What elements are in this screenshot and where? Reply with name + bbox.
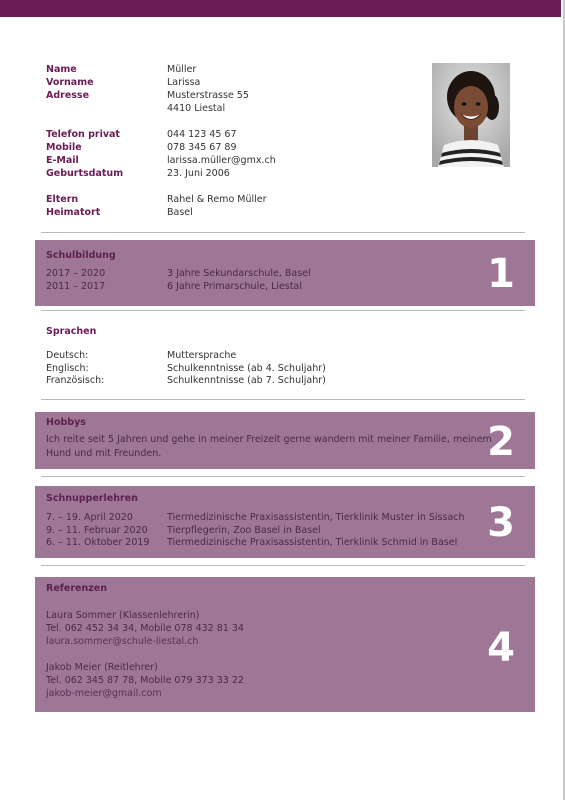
divider bbox=[41, 399, 525, 400]
profile-photo bbox=[432, 63, 510, 167]
level: Schulkenntnisse (ab 7. Schuljahr) bbox=[167, 375, 326, 386]
period: 2011 – 2017 bbox=[46, 280, 106, 292]
section-title: Hobbys bbox=[46, 417, 86, 428]
section-number: 4 bbox=[487, 625, 515, 671]
info-value: 23. Juni 2006 bbox=[167, 168, 230, 179]
list-item bbox=[46, 350, 486, 363]
reference-name: Laura Sommer (Klassenlehrerin) bbox=[46, 610, 200, 621]
list-item bbox=[46, 268, 311, 281]
info-value: 078 345 67 89 bbox=[167, 142, 237, 153]
list-item bbox=[46, 375, 486, 388]
period: 9. – 11. Februar 2020 bbox=[46, 524, 148, 536]
personal-info bbox=[46, 63, 406, 219]
info-row-vorname bbox=[46, 76, 406, 89]
section-number: 1 bbox=[487, 251, 515, 297]
section-sprachen bbox=[46, 326, 486, 388]
description: Tiermedizinische Praxisassistentin, Tierklinik Muster in Sissach bbox=[167, 512, 465, 523]
info-value: Rahel & Remo Müller bbox=[167, 194, 267, 205]
info-row-adresse bbox=[46, 89, 406, 102]
divider bbox=[41, 232, 525, 233]
info-label: Telefon privat bbox=[46, 129, 120, 140]
section-number: 2 bbox=[487, 419, 515, 465]
section-schulbildung bbox=[35, 240, 535, 306]
info-value: Musterstrasse 55 bbox=[167, 90, 249, 101]
section-referenzen bbox=[35, 577, 535, 712]
info-label: Adresse bbox=[46, 90, 90, 101]
list-item bbox=[46, 525, 465, 538]
language: Englisch: bbox=[46, 362, 89, 374]
period: 2017 – 2020 bbox=[46, 268, 106, 279]
reference-name: Jakob Meier (Reitlehrer) bbox=[46, 662, 158, 673]
divider bbox=[41, 310, 525, 311]
description: Tierpflegerin, Zoo Basel in Basel bbox=[167, 524, 321, 536]
info-value: 044 123 45 67 bbox=[167, 129, 237, 140]
section-title: Sprachen bbox=[46, 326, 97, 337]
references-list bbox=[46, 609, 244, 700]
info-label bbox=[46, 102, 167, 115]
info-label: Heimatort bbox=[46, 207, 101, 218]
list-item bbox=[46, 281, 311, 294]
reference-email[interactable]: laura.sommer@schule-liestal.ch bbox=[46, 636, 199, 647]
info-label: Name bbox=[46, 64, 77, 75]
info-row-name bbox=[46, 63, 406, 76]
reference-email[interactable]: jakob-meier@gmail.com bbox=[46, 688, 162, 699]
info-value: Basel bbox=[167, 207, 193, 218]
level: Muttersprache bbox=[167, 350, 237, 361]
info-label: Mobile bbox=[46, 142, 82, 153]
description: 3 Jahre Sekundarschule, Basel bbox=[167, 268, 311, 279]
info-label: E-Mail bbox=[46, 155, 79, 166]
section-number: 3 bbox=[487, 500, 515, 546]
info-row-email bbox=[46, 154, 406, 167]
info-label: Vorname bbox=[46, 77, 94, 88]
info-value: 4410 Liestal bbox=[167, 103, 226, 114]
info-label: Geburtsdatum bbox=[46, 168, 124, 179]
divider bbox=[41, 565, 525, 566]
list-item bbox=[46, 363, 486, 376]
section-schnupperlehren bbox=[35, 486, 535, 558]
info-row-eltern bbox=[46, 193, 406, 206]
description: Tiermedizinische Praxisassistentin, Tierklinik Schmid in Basel bbox=[167, 537, 458, 548]
reference-phone: Tel. 062 345 87 78, Mobile 079 373 33 22 bbox=[46, 675, 244, 686]
list-item bbox=[46, 537, 465, 550]
info-value: Larissa bbox=[167, 77, 201, 88]
section-title: Schulbildung bbox=[46, 250, 116, 261]
info-value: Müller bbox=[167, 64, 197, 75]
language: Deutsch: bbox=[46, 350, 89, 361]
description: 6 Jahre Primarschule, Liestal bbox=[167, 280, 303, 292]
info-row-telefon bbox=[46, 128, 406, 141]
hobbys-text: Ich reite seit 5 Jahren und gehe in meiner Freizeit gerne wandern mit meiner Familie, meinem Hund und mit Freunden. bbox=[46, 434, 492, 459]
info-value: larissa.müller@gmx.ch bbox=[167, 155, 276, 166]
section-title: Referenzen bbox=[46, 583, 107, 594]
language: Französisch: bbox=[46, 375, 105, 386]
section-title: Schnupperlehren bbox=[46, 493, 138, 504]
info-label: Eltern bbox=[46, 194, 79, 205]
top-accent-bar bbox=[0, 0, 561, 17]
reference-phone: Tel. 062 452 34 34, Mobile 078 432 81 34 bbox=[46, 623, 244, 634]
period: 7. – 19. April 2020 bbox=[46, 512, 133, 523]
info-row-ort bbox=[46, 102, 406, 115]
section-hobbys bbox=[35, 412, 535, 469]
info-row-heimatort bbox=[46, 206, 406, 219]
info-row-geburtsdatum bbox=[46, 167, 406, 180]
info-row-mobile bbox=[46, 141, 406, 154]
level: Schulkenntnisse (ab 4. Schuljahr) bbox=[167, 362, 326, 374]
list-item bbox=[46, 512, 465, 525]
divider bbox=[41, 476, 525, 477]
period: 6. – 11. Oktober 2019 bbox=[46, 537, 150, 548]
